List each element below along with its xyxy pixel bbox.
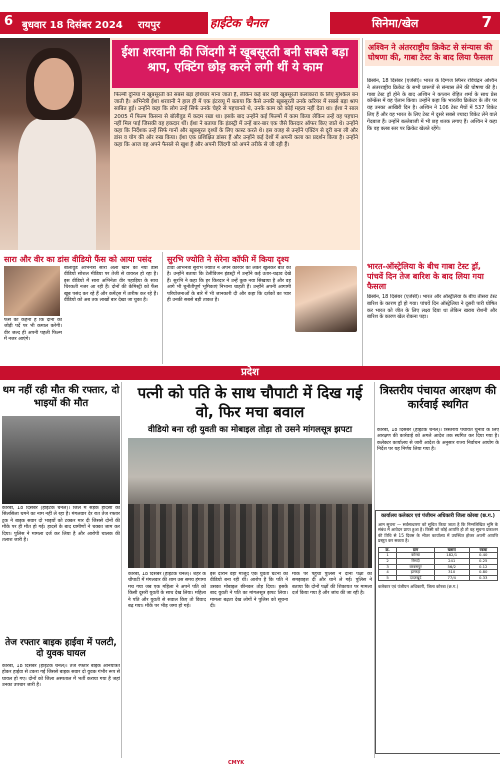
- notice-table-row: [379, 575, 498, 581]
- accident-headline-2: तेज रफ्तार बाइक हाईवा में पलटी, दो युवक घायल: [5, 638, 117, 659]
- actress-photo: [0, 38, 110, 250]
- brand-logo: हाईटेक चैनल: [210, 16, 268, 30]
- notice-table-cell: 3: [379, 564, 397, 570]
- notice-table-header: खसरा: [434, 547, 469, 553]
- notice-body: आम सूचना — सर्वसाधारण को सूचित किया जाता है कि निम्नलिखित भूमि के संबंध में आवेदन प्राप्त हुआ है। किसी को कोई आपत्ति हो तो वह सूचना प्रकाशन की तिथि से 15 दिवस के भीतर कार्यालय में उपस्थित होकर अपनी आपत्ति प्रस्तुत कर सकता है।: [378, 521, 498, 544]
- notice-table-cell: 77/4: [434, 575, 469, 581]
- chaupati-headline: पत्नी को पति के साथ चौपाटी में दिख गई वो, फिर मचा बवाल: [137, 384, 363, 421]
- notice-table-cell: 0.33: [469, 575, 497, 581]
- edition-city: रायपुर: [138, 20, 161, 31]
- panchayat-headline: त्रिस्तरीय पंचायत आरक्षण की कार्रवाई स्थगित: [379, 384, 497, 411]
- crowd-shape: [128, 504, 372, 568]
- notice-table-cell: 182/1: [434, 553, 469, 559]
- public-notice: [375, 510, 500, 754]
- masthead-left-bar: [0, 12, 208, 34]
- notice-table-cell: 56/2: [434, 564, 469, 570]
- sports-headline-1: अश्विन ने अंतरराष्ट्रीय क्रिकेट से संन्यास की घोषणा की, गाबा टेस्ट के बाद लिया फैसला: [365, 40, 499, 66]
- chaupati-body-1: कोरबा, 18 दिसंबर (हाईटेक चैनल)। शहर के चौपाटी में मंगलवार की शाम उस समय हंगामा मच गया जब एक महिला ने अपने पति को किसी दूसरी युवती के साथ देख लिया। महिला ने पति और युवती से सवाल किए तो विवाद बढ़ गया। मौके पर भीड़ जमा हो गई।: [128, 572, 206, 610]
- notice-table-header: ग्राम: [397, 547, 435, 553]
- crowd-photo: [128, 438, 372, 568]
- notice-table-cell: झगरहा: [397, 570, 435, 576]
- dance-video-body-b: फैंस का कहना है कि दोनों की जोड़ी पर्दे पर भी कमाल करेगी। वीर जल्द ही अपनी पहली फिल्म में नजर आएंगे।: [4, 318, 62, 343]
- page-number-left: 6: [4, 14, 14, 29]
- notice-table-cell: 1: [379, 553, 397, 559]
- accident-body-2: कोरबा, 18 दिसंबर (हाईटेक चैनल)। तेज रफ्तार बाइक अनियंत्रित होकर हाईवा से टकरा गई जिससे बाइक सवार दो युवक गंभीर रूप से घायल हो गए। दोनों को जिला अस्पताल में भर्ती कराया गया है जहां उनका उपचार जारी है।: [2, 664, 120, 689]
- accident-column: [0, 382, 122, 758]
- page-number-right: 7: [481, 13, 492, 31]
- surbhi-headline: सुरभि ज्योति ने सेरेना कॉफी में किया दृश्य: [167, 255, 289, 264]
- issue-date: बुधवार 18 दिसंबर 2024: [22, 20, 123, 31]
- surbhi-body: टीवी अभिनेत्री सुरभि ज्योति ने अपने करियर को लेकर खुलकर बात की है। उन्होंने बताया कि टेलीविजन इंडस्ट्री में उन्होंने कई उतार-चढ़ाव देखे हैं। सुरभि ने कहा कि हर किरदार ने उन्हें कुछ नया सिखाया है और वह आगे भी चुनौतीपूर्ण भूमिकाएं निभाना चाहती हैं। उन्होंने अपनी आगामी परियोजनाओं के बारे में भी जानकारी दी और कहा कि दर्शकों का प्यार ही उनकी सबसे बड़ी ताकत है।: [167, 266, 291, 304]
- notice-table-cell: 0.40: [469, 553, 497, 559]
- cmyk-mark: CMYK: [228, 760, 245, 766]
- lead-body: फिल्मी दुनिया में खूबसूरती को सबसे बड़ा हथियार माना जाता है, लेकिन कई बार यही खूबसूरती कलाकारों के लिए मुश्किल बन जाती है। अभिनेत्री ईशा शरवानी ने हाल ही में एक इंटरव्यू में बताया कि कैसे उनकी खूबसूरती उनके करियर में सबसे बड़ा श्राप साबित हुई। उन्होंने कहा कि लोग उन्हें सिर्फ उनके चेहरे से पहचानते थे, उनके काम को कोई महत्व नहीं देता था। ईशा ने साल 2005 में फिल्म किसना से बॉलीवुड में कदम रखा था। इसके बाद उन्होंने कई फिल्मों में काम किया लेकिन उन्हें वह पहचान नहीं मिल पाई जिसकी वह हकदार थीं। ईशा ने बताया कि इंडस्ट्री में उन्हें बार-बार एक जैसे किरदार ऑफर किए जाते थे। उन्होंने कहा कि निर्देशक उन्हें सिर्फ गानों और खूबसूरत दृश्यों के लिए कास्ट करते थे। इस वजह से उन्होंने एक्टिंग से दूरी बना ली और डांस व योग की ओर रुख किया। ईशा एक प्रशिक्षित डांसर हैं और उन्होंने कई देशों में अपनी कला का प्रदर्शन किया है। उन्होंने कहा कि आज वह अपने फैसले से खुश हैं और अपनी जिंदगी को अपने तरीके से जी रही हैं।: [114, 92, 358, 149]
- notice-table-cell: 0.80: [469, 570, 497, 576]
- notice-table-cell: 2: [379, 559, 397, 565]
- surbhi-photo: [295, 266, 357, 332]
- notice-table-cell: बरबसपुर: [397, 564, 435, 570]
- section-band: प्रदेश: [0, 366, 500, 380]
- notice-table: [378, 547, 498, 582]
- accident-body-1: कोरबा, 18 दिसंबर (हाईटेक चैनल)। जिले में सड़क हादसों का सिलसिला थमने का नाम नहीं ले रहा है। मंगलवार देर रात तेज रफ्तार ट्रक ने बाइक सवार दो भाइयों को टक्कर मार दी जिससे दोनों की मौके पर ही मौत हो गई। हादसे के बाद ग्रामीणों ने चक्का जाम कर दिया। पुलिस ने मामला दर्ज कर लिया है और आरोपी चालक की तलाश जारी है।: [2, 506, 120, 544]
- sports-headline-2: भारत-ऑस्ट्रेलिया के बीच गाबा टेस्ट ड्रॉ, पांचवें दिन तेज बारिश के बाद लिया गया फैसला: [367, 262, 484, 291]
- notice-table-cell: 0.12: [469, 564, 497, 570]
- panchayat-column: [374, 382, 500, 758]
- chaupati-story: [124, 382, 372, 758]
- notice-table-cell: दादरखुर्द: [397, 575, 435, 581]
- notice-table-header: रकबा: [469, 547, 497, 553]
- masthead: [0, 12, 500, 34]
- dance-video-headline: सारा और वीर का डांस वीडियो फैंस को आया पसंद: [4, 255, 152, 264]
- dance-video-story: [0, 252, 160, 364]
- surbhi-story: [162, 252, 360, 364]
- accident-headline-1: थम नहीं रही मौत की रफ्तार, दो भाइयों की मौत: [2, 385, 120, 409]
- gown-shape: [18, 118, 96, 250]
- notice-signature: कलेक्टर एवं पंजीयन अधिकारी, जिला कोरबा (छ.ग.): [378, 584, 459, 590]
- chaupati-body-2: इस दौरान वहां मौजूद एक युवती घटना का वीडियो बना रही थी। आरोप है कि पति ने उसका मोबाइल छीनकर तोड़ दिया। इसके बाद युवती ने पति का मांगलसूत्र झपट लिया। मामला बढ़ता देख लोगों ने पुलिस को सूचना दी।: [210, 572, 288, 610]
- section-name: सिनेमा/खेल: [372, 17, 419, 30]
- notice-table-cell: 0.25: [469, 559, 497, 565]
- accident-photo: [2, 416, 120, 504]
- lead-story: [0, 38, 360, 250]
- panchayat-body: कोरबा, 18 दिसंबर (हाईटेक चैनल)। त्रिस्तरीय पंचायत चुनाव के लिए आरक्षण की कार्रवाई को अगले आदेश तक स्थगित कर दिया गया है। कलेक्टर कार्यालय से जारी आदेश के अनुसार राज्य निर्वाचन आयोग के निर्देश पर यह निर्णय लिया गया है।: [377, 428, 499, 453]
- chaupati-body-3: मौके पर पहुंची पुलिस ने दोनों पक्षों को समझाइश दी और थाने ले गई। पुलिस ने बताया कि दोनों पक्षों की शिकायत पर मामला दर्ज किया गया है और जांच की जा रही है।: [292, 572, 372, 597]
- notice-table-cell: 4: [379, 570, 397, 576]
- sports-column: [362, 38, 500, 368]
- sports-body-1: ब्रिस्बेन, 18 दिसंबर (एजेंसी)। भारत के दिग्गज स्पिनर रविचंद्रन अश्विन ने अंतरराष्ट्रीय क्रिकेट के सभी प्रारूपों से संन्यास लेने की घोषणा की है। गाबा टेस्ट ड्रॉ होने के बाद अश्विन ने कप्तान रोहित शर्मा के साथ प्रेस कॉन्फ्रेंस में यह ऐलान किया। उन्होंने कहा कि भारतीय क्रिकेटर के तौर पर यह उनका आखिरी दिन है। अश्विन ने 106 टेस्ट मैचों में 537 विकेट लिए हैं और वह भारत के लिए टेस्ट में दूसरे सबसे ज्यादा विकेट लेने वाले गेंदबाज हैं। उन्होंने बल्लेबाजी में भी छह शतक लगाए हैं। अश्विन ने कहा कि वह क्लब स्तर पर क्रिकेट खेलते रहेंगे।: [367, 78, 497, 132]
- lead-headline: ईशा शरवानी की जिंदगी में खूबसूरती बनी सबसे बड़ा श्राप, एक्टिंग छोड़ करने लगी थीं ये काम: [112, 40, 358, 88]
- notice-table-header: क्र.: [379, 547, 397, 553]
- notice-table-cell: 241: [434, 559, 469, 565]
- masthead-right-bar: [330, 12, 500, 34]
- dance-video-body: बॉलीवुड अभिनेत्री सारा अली खान का नया डांस वीडियो सोशल मीडिया पर तेजी से वायरल हो रहा है। इस वीडियो में सारा अभिनेता वीर पहाड़िया के साथ थिरकती नजर आ रही हैं। दोनों की केमिस्ट्री को फैंस खूब पसंद कर रहे हैं और कमेंट्स में तारीफ कर रहे हैं। वीडियो को अब तक लाखों बार देखा जा चुका है।: [64, 266, 158, 304]
- face-shape: [34, 58, 74, 110]
- notice-table-cell: 310: [434, 570, 469, 576]
- dance-photo: [4, 266, 60, 316]
- sports-body-2: ब्रिस्बेन, 18 दिसंबर (एजेंसी)। भारत और ऑस्ट्रेलिया के बीच तीसरा टेस्ट बारिश के कारण ड्रॉ हो गया। पांचवें दिन ऑस्ट्रेलिया ने दूसरी पारी घोषित कर भारत को जीत के लिए लक्ष्य दिया था लेकिन खराब रोशनी और बारिश के कारण खेल रोकना पड़ा।: [367, 294, 497, 321]
- notice-heading: कार्यालय कलेक्टर एवं पंजीयन अधिकारी जिला कोरबा (छ.ग.): [381, 513, 495, 519]
- notice-table-cell: 5: [379, 575, 397, 581]
- notice-table-cell: रिसदी: [397, 559, 435, 565]
- chaupati-subhead: वीडियो बना रही युवती का मोबाइल तोड़ा तो उसने मांगलसूत्र झपटा: [147, 425, 353, 435]
- notice-table-cell: कोरबा: [397, 553, 435, 559]
